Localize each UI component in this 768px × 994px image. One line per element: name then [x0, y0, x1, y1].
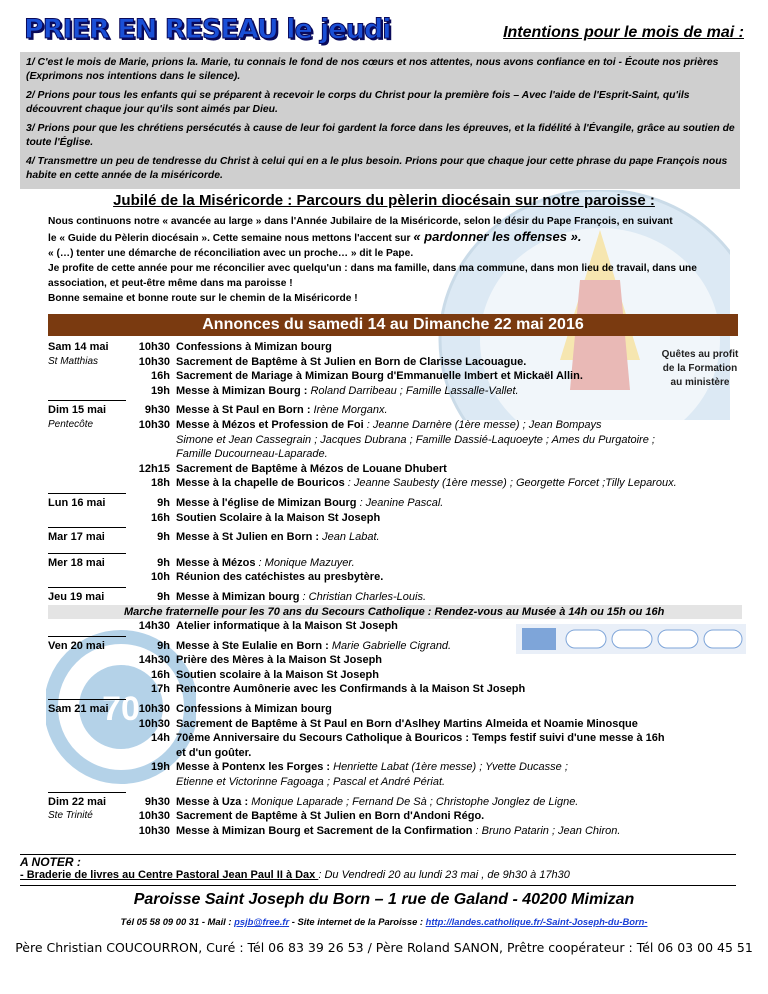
intention-1: 1/ C'est le mois de Marie, prions la. Marie, tu connais le fond de nos cœurs et nos attentes, nous avons confiance en toi - Écoute nos prières (Exprimons nos intentions dans le silence).	[26, 57, 719, 82]
day-saint: St Matthias	[48, 355, 99, 367]
event-row: Dim 22 mai 9h30 Messe à Uza : Monique Laparade ; Fernand De Sà ; Christophe Jonglez de Ligne.	[48, 795, 579, 808]
day-name: Dim 15 mai	[48, 404, 107, 417]
day-separator	[48, 792, 126, 793]
divider	[20, 885, 736, 886]
event-row: 19h Messe à Pontenx les Forges : Henriette Labat (1ère messe) ; Yvette Ducasse ;	[151, 761, 568, 774]
day-name: Mar 17 mai	[48, 531, 105, 544]
intentions-box	[20, 52, 740, 189]
jubile-line: le « Guide du Pèlerin diocésain ». Cette semaine nous mettons l'accent sur « pardonner les offenses ».	[48, 229, 582, 244]
day-name: Ven 20 mai	[48, 639, 105, 652]
event-row: 16h Sacrement de Mariage à Mimizan Bourg d'Emmanuelle Imbert et Mickaël Allin.	[151, 370, 583, 383]
intention-3: 3/ Prions pour que les chrétiens persécutés à cause de leur foi gardent la force dans les épreuves, et la fidélité à l'Évangile, grâce au soutien de toute l'Église.	[26, 123, 735, 148]
jubile-line: « (…) tenter une démarche de réconciliation avec un proche… » dit le Pape.	[48, 248, 414, 259]
schedule	[48, 340, 742, 838]
event-row: 14h30 Prière des Mères à la Maison St Joseph	[138, 654, 383, 667]
jubile-title: Jubilé de la Miséricorde : Parcours du pèlerin diocésain sur notre paroisse :	[113, 192, 655, 209]
event-row: 14h 70ème Anniversaire du Secours Catholique à Bouricos : Temps festif suivi d'une messe à 16h	[151, 732, 665, 745]
event-row: 10h Réunion des catéchistes au presbytère.	[151, 571, 384, 584]
a-noter-item: - Braderie de livres au Centre Pastoral Jean Paul II à Dax : Du Vendredi 20 au lundi 23 mai , de 9h30 à 17h30	[20, 869, 570, 881]
event-row: Ven 20 mai 9h Messe à Ste Eulalie en Born : Marie Gabrielle Cigrand.	[48, 639, 452, 652]
quetes-note: Quêtes au profit de la Formation au ministère	[661, 349, 739, 388]
event-row: Sam 21 mai 10h30 Confessions à Mimizan bourg	[48, 703, 332, 716]
intention-4: 4/ Transmettre un peu de tendresse du Christ à celui qui en a le plus besoin. Prions pour que chaque jour cette phrase du pape François nous habite en cette année de la miséricorde.	[26, 156, 728, 181]
day-name: Sam 21 mai	[48, 703, 109, 716]
day-separator	[48, 587, 126, 588]
day-separator	[48, 553, 126, 554]
mail-link[interactable]: psjb@free.fr	[234, 916, 290, 927]
event-row: Ste Trinité 10h30 Sacrement de Baptême à St Julien en Born d'Andoni Régo.	[48, 810, 485, 823]
highlight-phrase: « pardonner les offenses ».	[413, 229, 582, 244]
event-row: Simone et Jean Cassegrain ; Jacques Dubrana ; Famille Dassié-Laquoeyte ; Ames du Purgatoire ;	[176, 433, 655, 446]
event-row: Famille Ducourneau-Laparade.	[176, 448, 328, 461]
paroisse-title: Paroisse Saint Joseph du Born – 1 rue de Galand - 40200 Mimizan	[133, 891, 635, 908]
day-name: Sam 14 mai	[48, 341, 109, 353]
event-row: Lun 16 mai 9h Messe à l'église de Mimizan Bourg : Jeanine Pascal.	[48, 496, 444, 509]
event-row: 14h30 Atelier informatique à la Maison St Joseph	[138, 620, 398, 633]
jubile-line: Je profite de cette année pour me réconcilier avec quelqu'un : dans ma famille, dans ma commune, dans mon lieu de travail, dans une association, et peut-être même dans ma paroisse !	[48, 263, 697, 289]
day-separator	[48, 699, 126, 700]
event-row: 16h Soutien Scolaire à la Maison St Joseph	[151, 511, 381, 524]
website-link[interactable]: http://landes.catholique.fr/-Saint-Joseph-du-Born-	[425, 916, 648, 927]
marche-fraternelle-note: Marche fraternelle pour les 70 ans du Secours Catholique : Rendez-vous au Musée à 14h ou 15h ou 16h	[48, 605, 742, 620]
day-separator	[48, 493, 126, 494]
prier-en-reseau-logo: PRIER EN RESEAU le jeudi	[24, 14, 391, 45]
event-row: et d'un goûter.	[176, 746, 252, 759]
paroisse-contact: Tél 05 58 09 00 31 - Mail : psjb@free.fr - Site internet de la Paroisse : http://landes.catholique.fr/-Saint-Joseph-du-Born-	[120, 916, 648, 927]
a-noter-section	[20, 854, 740, 886]
event-row: 19h Messe à Mimizan Bourg : Roland Darribeau ; Famille Lassalle-Vallet.	[151, 384, 519, 397]
event-row: 18h Messe à la chapelle de Bouricos : Jeanne Saubesty (1ère messe) ; Georgette Forcet ;Tilly Leparoux.	[151, 477, 677, 490]
intention-2: 2/ Prions pour tous les enfants qui se préparent à recevoir le corps du Christ pour la première fois – Avec l'aide de l'Esprit-Saint, qu'ils découvrent chaque jour qu'ils sont aimés par Dieu.	[26, 90, 690, 115]
event-row: 10h30 Messe à Mimizan Bourg et Sacrement de la Confirmation : Bruno Patarin ; Jean Chiron.	[138, 824, 621, 837]
event-row: Jeu 19 mai 9h Messe à Mimizan bourg : Christian Charles-Louis.	[48, 590, 427, 603]
svg-text:70: 70	[102, 690, 140, 728]
day-name: Mer 18 mai	[48, 556, 105, 569]
event-row: Etienne et Victorinne Fagoaga ; Pascal et André Périat.	[176, 776, 446, 789]
jubile-text	[48, 214, 748, 306]
jubile-line: Bonne semaine et bonne route sur le chemin de la Miséricorde !	[48, 293, 358, 304]
day-separator	[48, 527, 126, 528]
event-row: 10h30 Sacrement de Baptême à St Paul en Born d'Aslhey Martins Almeida et Noamie Minosque	[138, 717, 638, 730]
day-saint: Pentecôte	[48, 418, 94, 430]
event-row: Mar 17 mai 9h Messe à St Julien en Born : Jean Labat.	[48, 531, 380, 544]
day-name: Jeu 19 mai	[48, 590, 105, 603]
day-separator	[48, 636, 126, 637]
day-name: Dim 22 mai	[48, 795, 107, 808]
a-noter-title: A NOTER :	[20, 855, 81, 869]
intentions-title: Intentions pour le mois de mai :	[503, 24, 744, 41]
annonces-title-bar: Annonces du samedi 14 au Dimanche 22 mai 2016	[48, 314, 738, 336]
jubile-line: Nous continuons notre « avancée au large » dans l'Année Jubilaire de la Miséricorde, selon le désir du Pape François, en suivant	[48, 216, 673, 227]
priests-contact: Père Christian COUCOURRON, Curé : Tél 06 83 39 26 53 / Père Roland SANON, Prêtre coopérateur : Tél 06 03 00 45 51	[15, 940, 753, 955]
event-row: Pentecôte 10h30 Messe à Mézos et Profession de Foi : Jeanne Darnère (1ère messe) ; Jean Bompays	[48, 418, 602, 431]
event-row: Sam 14 mai 10h30 Confessions à Mimizan bourg	[48, 341, 332, 353]
day-name: Lun 16 mai	[48, 496, 106, 509]
event-row: Dim 15 mai 9h30 Messe à St Paul en Born : Irène Morganx.	[48, 404, 388, 417]
day-separator	[48, 400, 126, 401]
event-row: 12h15 Sacrement de Baptême à Mézos de Louane Dhubert	[138, 462, 447, 475]
day-saint: Ste Trinité	[48, 810, 93, 822]
event-row: 16h Soutien scolaire à la Maison St Joseph	[151, 668, 379, 681]
event-row: Mer 18 mai 9h Messe à Mézos : Monique Mazuyer.	[48, 556, 355, 569]
event-row: St Matthias 10h30 Sacrement de Baptême à St Julien en Born de Clarisse Lacouague.	[48, 355, 527, 368]
event-row: 17h Rencontre Aumônerie avec les Confirmands à la Maison St Joseph	[151, 683, 526, 696]
